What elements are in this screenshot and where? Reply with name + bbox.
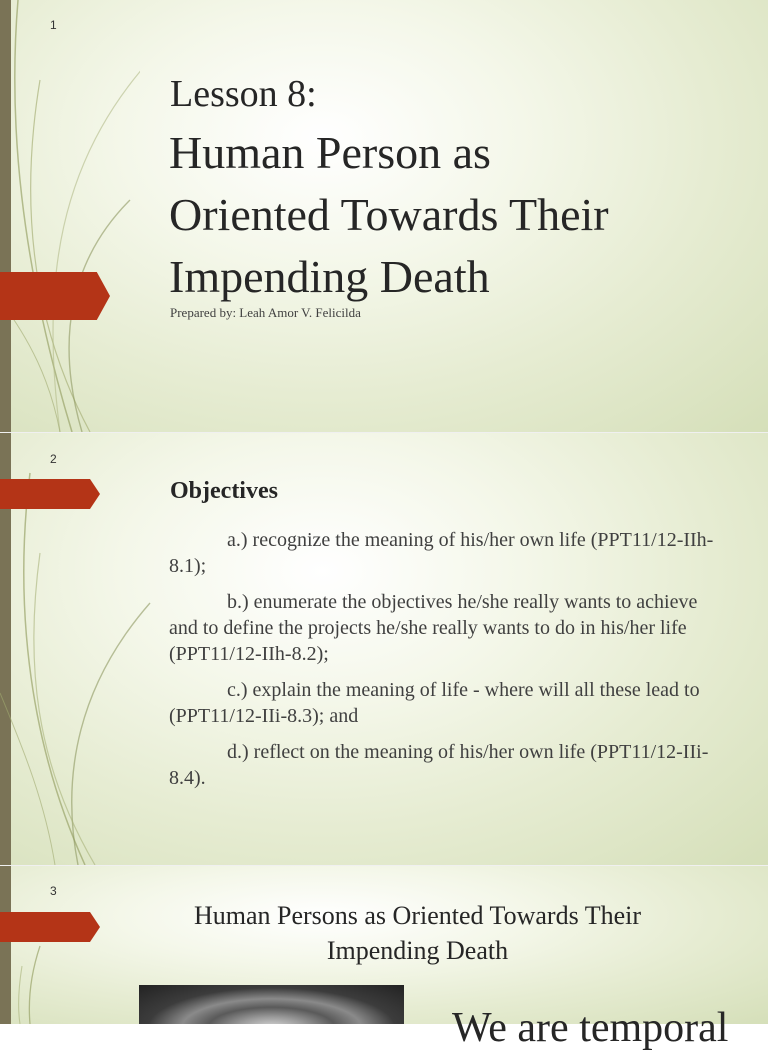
slide-number: 2	[50, 452, 57, 466]
accent-arrow-tab	[0, 272, 110, 320]
slide-number: 1	[50, 18, 57, 32]
list-item: b.) enumerate the objectives he/she really wants to achieve and to define the projects he/she really wants to do in his/her life (PPT11/12-IIh-8.2);	[169, 591, 698, 665]
slide-photo	[139, 985, 404, 1024]
title-line: Oriented Towards Their	[169, 189, 609, 240]
list-item: c.) explain the meaning of life - where will all these lead to (PPT11/12-IIi-8.3); and	[169, 679, 700, 727]
slide-title	[169, 122, 749, 308]
title-line: Human Person as	[169, 127, 491, 178]
objectives-list	[169, 527, 729, 801]
objectives-heading: Objectives	[170, 478, 278, 504]
slide-title: Human Persons as Oriented Towards Their Impending Death	[193, 901, 642, 965]
lesson-label: Lesson 8:	[170, 73, 317, 115]
slide-side-bar	[0, 866, 11, 1024]
slide-body-text: We are temporal	[452, 1005, 729, 1051]
slide-number: 3	[50, 884, 57, 898]
list-item: a.) recognize the meaning of his/her own life (PPT11/12-IIh-8.1);	[169, 529, 714, 577]
accent-arrow-tab	[0, 479, 100, 509]
list-item: d.) reflect on the meaning of his/her own life (PPT11/12-IIi-8.4).	[169, 741, 709, 789]
prepared-by: Prepared by: Leah Amor V. Felicilda	[170, 305, 361, 320]
decorative-curves	[0, 0, 140, 432]
slide-side-bar	[0, 0, 11, 432]
decorative-curves	[0, 866, 80, 1024]
title-line: Impending Death	[169, 251, 490, 302]
accent-arrow-tab	[0, 912, 100, 942]
slide-1[interactable]	[0, 0, 768, 432]
